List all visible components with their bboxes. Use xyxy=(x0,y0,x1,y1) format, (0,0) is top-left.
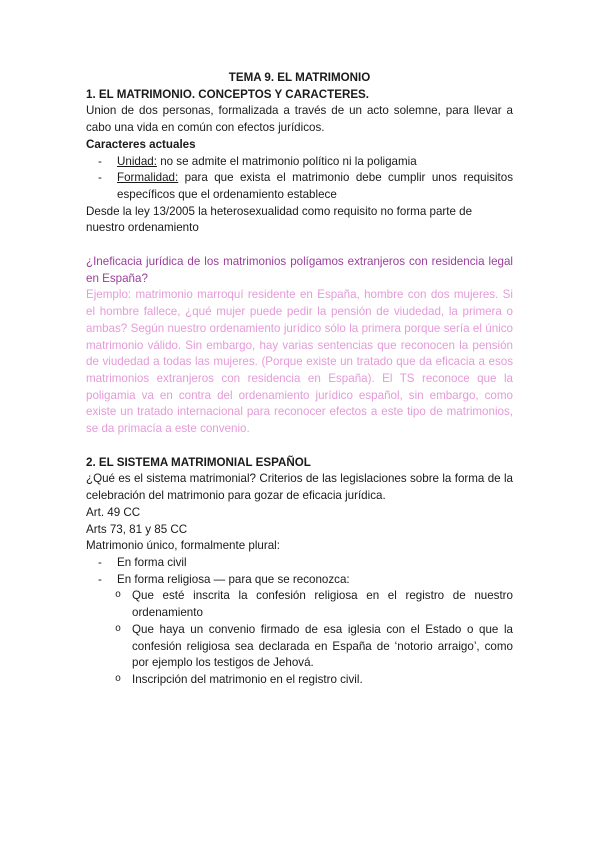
list-item: o Inscripción del matrimonio en el registro civil. xyxy=(86,672,513,689)
formas-list xyxy=(86,555,513,588)
section-2-heading: 2. EL SISTEMA MATRIMONIAL ESPAÑOL xyxy=(86,455,311,469)
caracteres-list xyxy=(86,154,513,204)
article-reference: Art. 49 CC xyxy=(86,505,141,519)
list-item: - En forma religiosa — para que se reconozca: xyxy=(86,572,513,589)
caracter-text: para que exista el matrimonio debe cumplir unos requisitos específicos que el ordenamiento establece xyxy=(117,171,513,201)
ley-note-paragraph: Desde la ley 13/2005 la heterosexualidad como requisito no forma parte de nuestro ordenamiento xyxy=(86,204,473,235)
list-item xyxy=(86,170,513,203)
caracter-term: Formalidad: xyxy=(117,171,179,185)
matrimonio-unico-text: Matrimonio único, formalmente plural: xyxy=(86,539,280,553)
spacer xyxy=(86,237,513,254)
definition-paragraph: Union de dos personas, formalizada a través de un acto solemne, para llevar a cabo una vida en común con efectos jurídicos. xyxy=(86,104,513,135)
list-item: o Que haya un convenio firmado de esa iglesia con el Estado o que la confesión religiosa sea declarada en España de ‘notorio arraigo’, como por ejemplo los testigos de Jehová. xyxy=(86,622,513,672)
caracteres-heading: Caracteres actuales xyxy=(86,137,196,151)
requisitos-list xyxy=(86,588,513,688)
list-item: o Que esté inscrita la confesión religiosa en el registro de nuestro ordenamiento xyxy=(86,588,513,621)
document-title: TEMA 9. EL MATRIMONIO xyxy=(228,71,371,84)
article-reference: Arts 73, 81 y 85 CC xyxy=(86,522,188,536)
question-paragraph: ¿Ineficacia jurídica de los matrimonios polígamos extranjeros con residencia legal en España? xyxy=(86,255,513,285)
section-1-heading: 1. EL MATRIMONIO. CONCEPTOS Y CARACTERES. xyxy=(86,87,370,101)
caracter-text: no se admite el matrimonio político ni la poligamia xyxy=(156,154,417,168)
spacer xyxy=(86,438,513,455)
list-item: - En forma civil xyxy=(86,555,513,572)
example-paragraph: Ejemplo: matrimonio marroquí residente en España, hombre con dos mujeres. Si el hombre fallece, ¿qué mujer puede pedir la pensión de viudedad, la primera o ambas? Según nuestro ordenamiento jurídico sólo la primera porque sería el único matrimonio válido. Sin embargo, hay varias sentencias que reconocen la pensión de viudedad a todas las mujeres. (Porque existe un tratado que da eficacia a esos matrimonios extranjeros con residencia en España). El TS reconoce que la poligamia va en contra del ordenamiento jurídico español, sin embargo, como existe un tratado internacional para reconocer efectos a este tipo de matrimonios, se da primacía a este convenio. xyxy=(86,288,513,436)
list-item xyxy=(86,154,513,171)
caracter-term: Unidad: xyxy=(117,154,157,168)
intro-paragraph: ¿Qué es el sistema matrimonial? Criterios de las legislaciones sobre la forma de la celebración del matrimonio para gozar de eficacia jurídica. xyxy=(86,472,513,503)
